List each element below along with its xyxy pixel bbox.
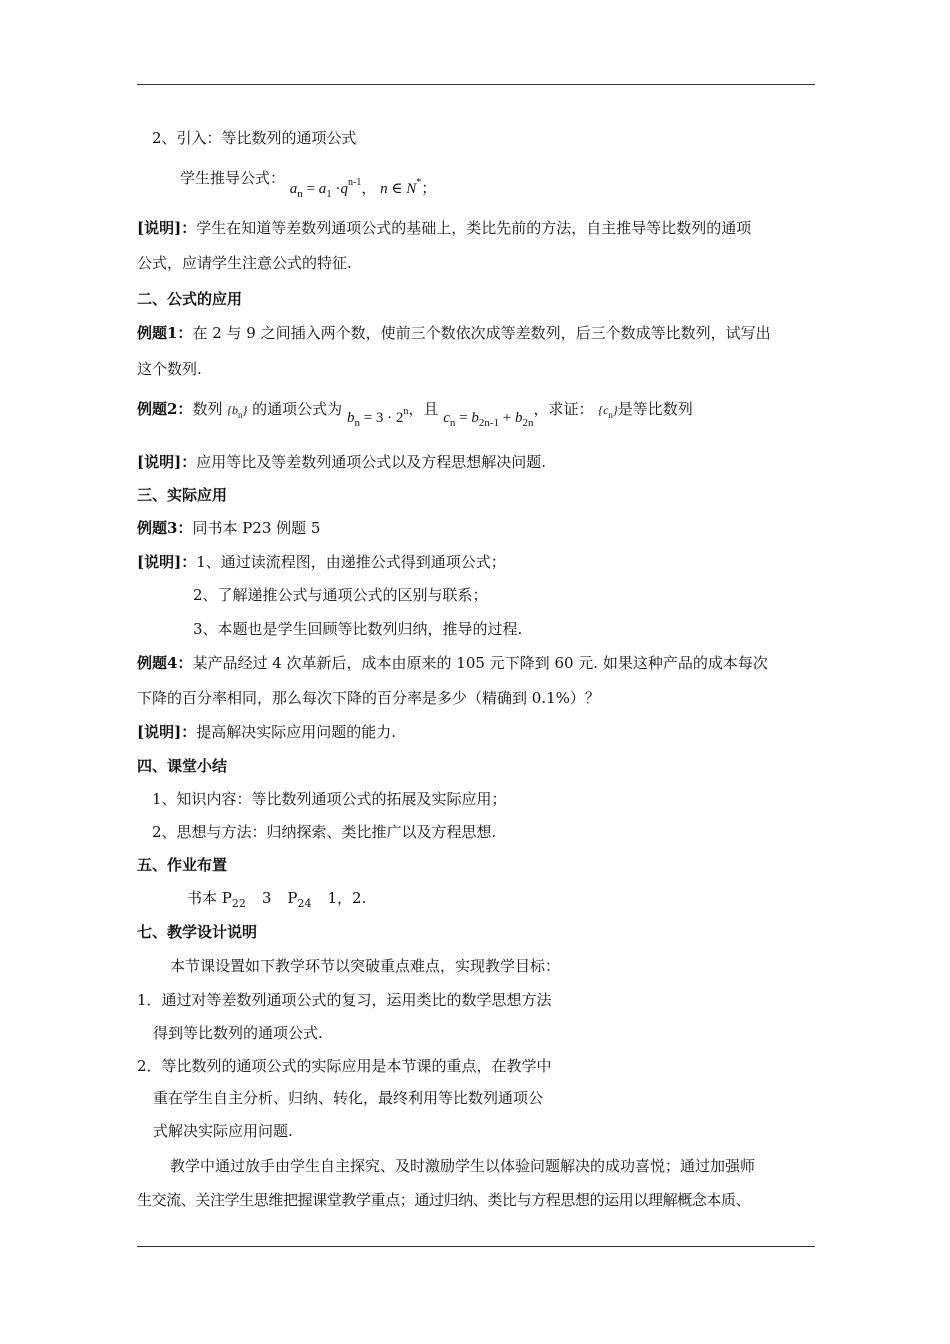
note-tag: [说明]： [137, 219, 197, 237]
example1-line2: 这个数列. [137, 360, 202, 378]
formula-eq: = [306, 181, 316, 197]
formula-in: ∈ [391, 181, 403, 197]
note3-item2: 2、了解递推公式与通项公式的区别与联系； [193, 586, 488, 604]
example-tag: 例题1： [137, 324, 193, 342]
example4-line2: 下降的百分率相同，那么每次下降的百分率是多少（精确到 0.1%）？ [137, 689, 600, 707]
note3-item3: 3、本题也是学生回顾等比数列归纳，推导的过程. [193, 620, 523, 638]
section-three-title: 三、实际应用 [137, 486, 228, 504]
seq-b-sub: n [238, 410, 243, 420]
note-tag: [说明]： [137, 453, 197, 471]
hw-ex2: 1，2. [327, 889, 367, 907]
section-seven-title: 七、教学设计说明 [137, 923, 258, 941]
derive-line [180, 163, 437, 200]
design-intro: 本节课设置如下教学环节以突破重点难点，实现教学目标： [170, 957, 561, 975]
example2-text5: 是等比数列 [617, 400, 693, 418]
seq-c: c [603, 403, 609, 417]
bn-sub: n [354, 417, 360, 429]
cn-eq: = [459, 410, 468, 426]
section-five-title: 五、作业布置 [137, 856, 228, 874]
homework-line [187, 888, 366, 914]
formula-dot: · [335, 181, 341, 197]
note2-text: 应用等比及等差数列通项公式以及方程思想解决问题. [196, 453, 546, 471]
formula-a1: a [318, 181, 327, 197]
intro-title: 2、引入：等比数列的通项公式 [152, 129, 357, 147]
note1-line1 [137, 218, 751, 238]
footer-rule [137, 1246, 815, 1247]
example2-text3: ，且 [408, 400, 439, 418]
note3-line1 [137, 552, 506, 572]
bn-exp: n [403, 406, 409, 417]
example1-line1 [137, 323, 771, 343]
cn-b2-sub: 2n [522, 417, 534, 429]
seq-b: b [232, 403, 239, 417]
section-two-title: 二、公式的应用 [137, 290, 243, 308]
design-p1-line2: 得到等比数列的通项公式. [153, 1024, 323, 1042]
formula-a1-sub: 1 [326, 188, 332, 200]
formula-an [289, 177, 437, 200]
note1-line2: 公式，应请学生注意公式的特征. [137, 254, 352, 272]
cn-b1: b [471, 410, 479, 426]
derive-label: 学生推导公式： [180, 169, 286, 187]
formula-a-sub: n [297, 188, 303, 200]
bn-b: b [346, 410, 355, 426]
example-tag: 例题4： [137, 654, 193, 672]
design-p1-line1: 1．通过对等差数列通项公式的复习，运用类比的数学思想方法 [137, 991, 552, 1009]
bn-eq: = 3 · 2 [363, 410, 404, 426]
hw-p: P [287, 889, 298, 907]
example-tag: 例题2： [137, 400, 193, 418]
summary-item1: 1、知识内容：等比数列通项公式的拓展及实际应用； [152, 790, 507, 808]
example2-text4: ，求证： [533, 400, 594, 418]
cn-b1-sub: 2n-1 [478, 417, 500, 429]
note3-item1: 1、通过读流程图，由递推公式得到通项公式； [196, 553, 506, 571]
formula-a: a [289, 181, 298, 197]
formula-N: N [406, 181, 417, 197]
example3-text: 同书本 P23 例题 5 [192, 519, 321, 537]
note-tag: [说明]： [137, 553, 197, 571]
note2-line [137, 452, 546, 472]
hw-page2: 24 [297, 897, 312, 910]
design-p2-line3: 式解决实际应用问题. [153, 1122, 293, 1140]
formula-q: q [340, 181, 349, 197]
formula-cn [443, 410, 534, 429]
formula-semi: ； [421, 181, 437, 197]
example2-line [137, 394, 693, 429]
formula-exp: n-1 [348, 177, 362, 188]
example4-line1 [137, 653, 768, 673]
cn-b2: b [514, 410, 523, 426]
example2-text2: 的通项公式为 [252, 400, 343, 418]
seq-bn: $\{b_n\}$ [227, 403, 248, 420]
formula-comma: ， [361, 181, 377, 197]
note1-text: 学生在知道等差数列通项公式的基础上，类比先前的方法，自主推导等比数列的通项 [196, 219, 752, 237]
cn-plus: + [502, 410, 512, 426]
design-p2-line1: 2．等比数列的通项公式的实际应用是本节课的重点，在教学中 [137, 1057, 552, 1075]
formula-star: * [416, 177, 422, 188]
note-tag: [说明]： [137, 723, 197, 741]
seq-c-sub: n [608, 410, 613, 420]
formula-bn [346, 406, 409, 429]
hw-prefix: 书本 P [187, 889, 232, 907]
example-tag: 例题3： [137, 519, 193, 537]
cn-c: c [443, 410, 450, 426]
design-p2-line2: 重在学生自主分析、归纳、转化，最终利用等比数列通项公 [153, 1089, 544, 1107]
note4-text: 提高解决实际应用问题的能力. [196, 723, 396, 741]
hw-page1: 22 [231, 897, 246, 910]
example2-text1: 数列 [192, 400, 223, 418]
example3-line [137, 518, 320, 538]
example1-text: 在 2 与 9 之间插入两个数，使前三个数依次成等差数列，后三个数成等比数列，试写出 [192, 324, 771, 342]
example4-text: 某产品经过 4 次革新后，成本由原来的 105 元下降到 60 元. 如果这种产品的成本每次 [192, 654, 768, 672]
design-p3-line1: 教学中通过放手由学生自主探究、及时激励学生以体验问题解决的成功喜悦；通过加强师 [170, 1157, 756, 1175]
hw-ex1: 3 [261, 889, 272, 907]
summary-item2: 2、思想与方法：归纳探索、类比推广以及方程思想. [152, 823, 497, 841]
design-p3-line2: 生交流、关注学生思维把握课堂教学重点；通过归纳、类比与方程思想的运用以理解概念本质、 [137, 1191, 751, 1209]
note4-line [137, 722, 396, 742]
section-four-title: 四、课堂小结 [137, 757, 228, 775]
header-rule [137, 84, 815, 85]
formula-n: n [380, 181, 388, 197]
seq-cn: $\{c_n\}$ [598, 403, 618, 420]
cn-sub: n [449, 417, 456, 429]
